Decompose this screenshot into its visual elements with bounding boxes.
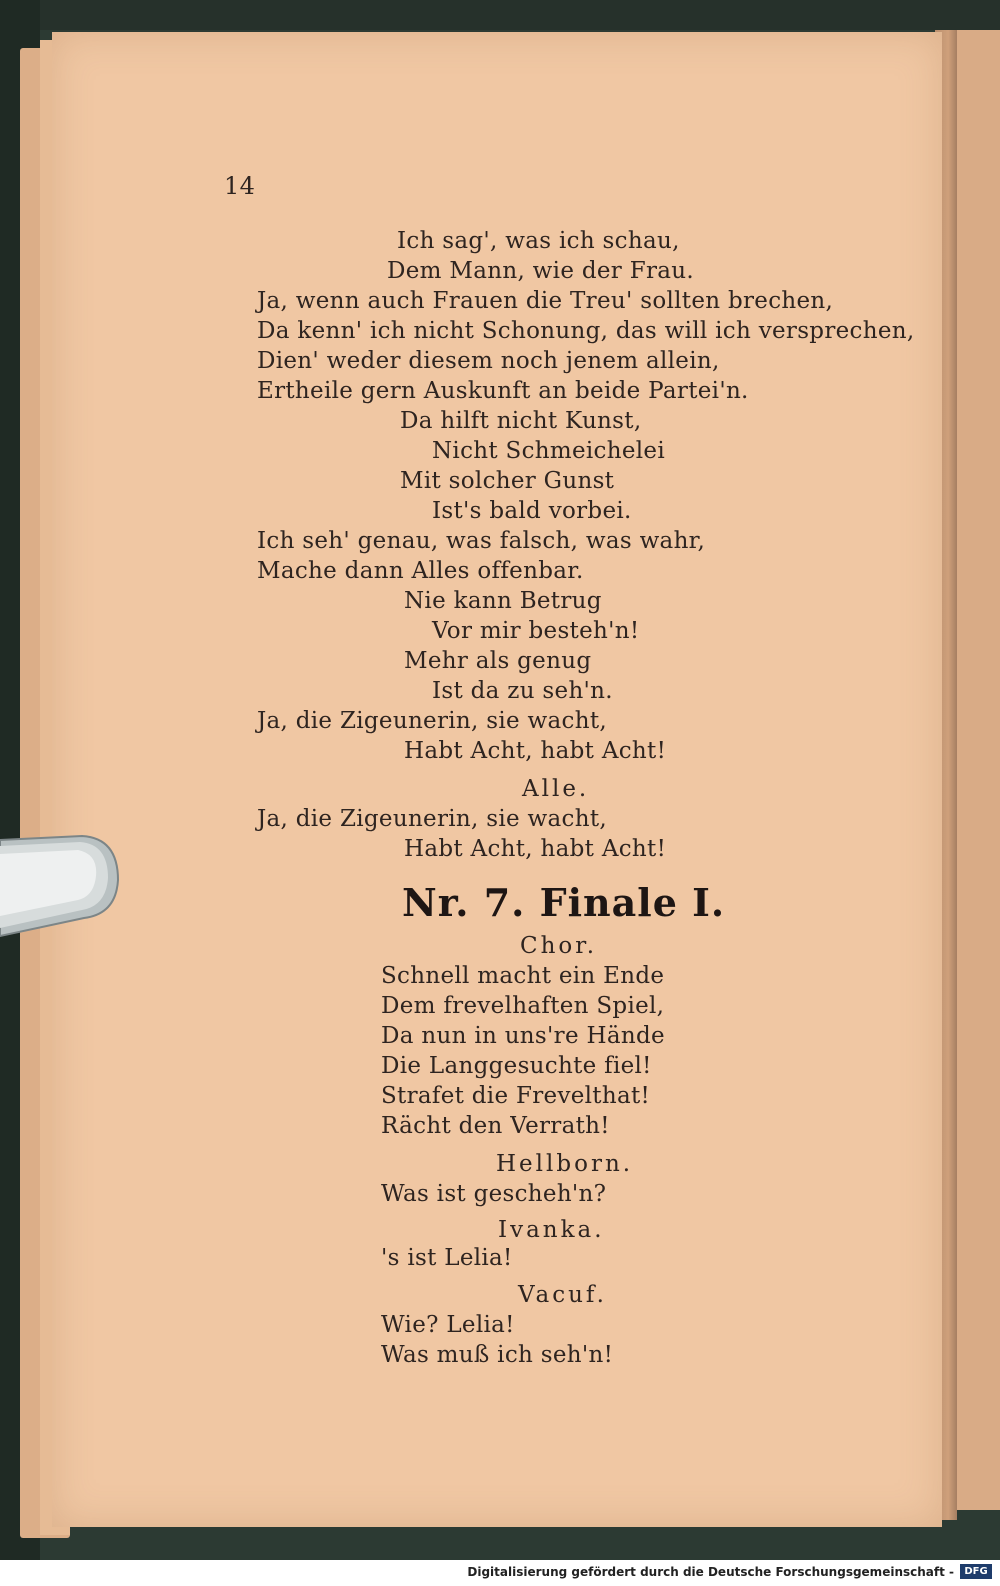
- verse-line: Nie kann Betrug: [404, 588, 602, 614]
- speaker-name: Hellborn.: [496, 1151, 634, 1177]
- verse-line: Dem Mann, wie der Frau.: [387, 258, 694, 284]
- speaker-name: Vacuf.: [518, 1282, 607, 1308]
- verse-line: Rächt den Verrath!: [381, 1113, 610, 1139]
- verse-line: Da hilft nicht Kunst,: [400, 408, 642, 434]
- page-clip: [0, 832, 120, 942]
- speaker-name: Ivanka.: [498, 1217, 605, 1243]
- verse-line: Die Langgesuchte fiel!: [381, 1053, 652, 1079]
- verse-line: Ja, wenn auch Frauen die Treu' sollten brechen,: [257, 288, 834, 314]
- verse-line: Vor mir besteh'n!: [432, 618, 640, 644]
- scan-background-top: [0, 0, 1000, 30]
- speaker-name: Chor.: [520, 933, 598, 959]
- verse-line: Da nun in uns're Hände: [381, 1023, 665, 1049]
- verse-line: Da kenn' ich nicht Schonung, das will ich versprechen,: [257, 318, 915, 344]
- verse-line: Ich sag', was ich schau,: [397, 228, 680, 254]
- speaker-name: Alle.: [522, 776, 590, 802]
- verse-line: Habt Acht, habt Acht!: [404, 738, 667, 764]
- verse-line: Ich seh' genau, was falsch, was wahr,: [257, 528, 706, 554]
- book-page: [52, 32, 942, 1527]
- page-number: 14: [224, 172, 256, 200]
- section-heading: Nr. 7. Finale I.: [402, 880, 726, 925]
- verse-line: Wie? Lelia!: [381, 1312, 515, 1338]
- verse-line: Ist da zu seh'n.: [432, 678, 613, 704]
- verse-line: Dien' weder diesem noch jenem allein,: [257, 348, 720, 374]
- verse-line: Ertheile gern Auskunft an beide Partei'n.: [257, 378, 749, 404]
- dfg-logo: DFG: [960, 1564, 992, 1579]
- verse-line: Mit solcher Gunst: [400, 468, 615, 494]
- verse-line: 's ist Lelia!: [381, 1245, 513, 1271]
- verse-line: Was ist gescheh'n?: [381, 1181, 607, 1207]
- verse-line: Schnell macht ein Ende: [381, 963, 665, 989]
- verse-line: Habt Acht, habt Acht!: [404, 836, 667, 862]
- verse-line: Strafet die Frevelthat!: [381, 1083, 651, 1109]
- footer-credit: Digitalisierung gefördert durch die Deutsche Forschungsgemeinschaft -: [467, 1565, 954, 1579]
- verse-line: Ja, die Zigeunerin, sie wacht,: [257, 708, 607, 734]
- verse-line: Dem frevelhaften Spiel,: [381, 993, 665, 1019]
- verse-line: Ist's bald vorbei.: [432, 498, 632, 524]
- verse-line: Ja, die Zigeunerin, sie wacht,: [257, 806, 607, 832]
- verse-line: Mehr als genug: [404, 648, 592, 674]
- verse-line: Mache dann Alles offenbar.: [257, 558, 584, 584]
- verse-line: Was muß ich seh'n!: [381, 1342, 614, 1368]
- verse-line: Nicht Schmeichelei: [432, 438, 665, 464]
